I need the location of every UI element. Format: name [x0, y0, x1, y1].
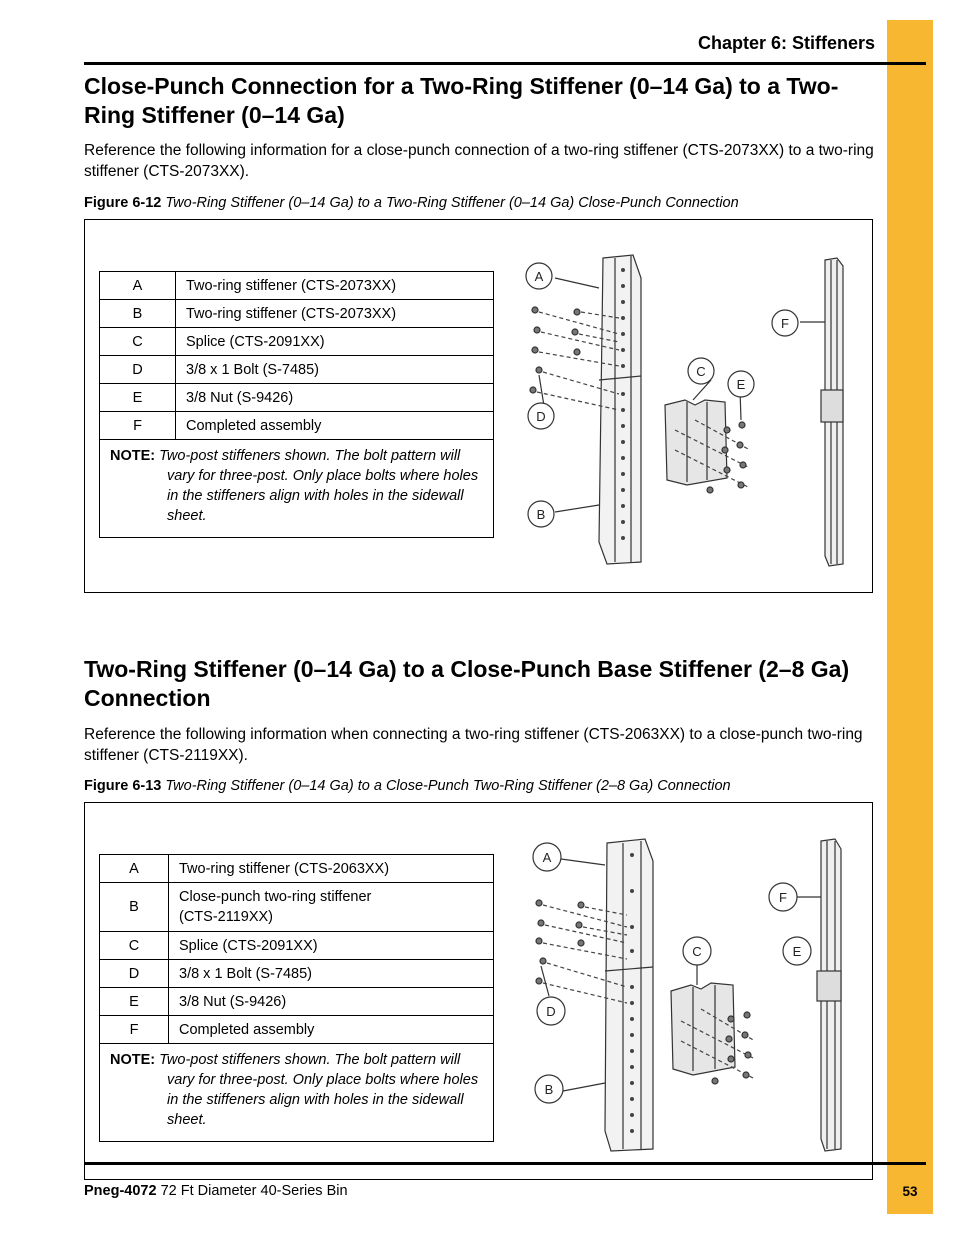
legend-desc: Splice (CTS-2091XX) [169, 932, 494, 960]
footer-doc-title: 72 Ft Diameter 40-Series Bin [160, 1183, 348, 1199]
note-row [100, 1044, 494, 1142]
figure-caption-text: Two-Ring Stiffener (0–14 Ga) to a Close-Punch Two-Ring Stiffener (2–8 Ga) Connection [165, 778, 731, 794]
legend-key: B [100, 300, 176, 328]
callout-label: A [542, 850, 552, 865]
callout-label: C [696, 364, 706, 379]
legend-desc: Two-ring stiffener (CTS-2073XX) [176, 272, 494, 300]
legend-desc: 3/8 Nut (S-9426) [176, 384, 494, 412]
figure-label: Figure 6-13 [84, 778, 162, 794]
stiffener-assembly-illustration [525, 831, 855, 1161]
note-cell [100, 1044, 494, 1142]
table-row [100, 960, 494, 988]
stiffener-assembly-illustration [515, 250, 855, 570]
legend-key: B [100, 883, 169, 932]
legend-key: F [100, 1016, 169, 1044]
legend-desc: 3/8 Nut (S-9426) [169, 988, 494, 1016]
section1-intro: Reference the following information for a close-punch connection of a two-ring stiffener (CTS-2073XX) to a two-ring stiffener (CTS-2073XX). [84, 142, 874, 180]
note-text-line1: Two-post stiffeners shown. The bolt pattern will [159, 1052, 461, 1068]
legend-key: F [100, 412, 176, 440]
table-row [100, 356, 494, 384]
callout-label: E [736, 377, 746, 392]
legend-key: A [100, 272, 176, 300]
note-cell [100, 440, 494, 538]
legend-desc: 3/8 x 1 Bolt (S-7485) [169, 960, 494, 988]
callout-label: D [546, 1004, 556, 1019]
note-text-rest: vary for three-post. Only place bolts where holes in the stiffeners align with holes in the sidewall sheet. [167, 1072, 479, 1128]
footer-doc-info [84, 1183, 348, 1199]
figure-caption-text: Two-Ring Stiffener (0–14 Ga) to a Two-Ring Stiffener (0–14 Ga) Close-Punch Connection [165, 195, 739, 211]
legend-desc: Completed assembly [169, 1016, 494, 1044]
callout-label: C [692, 944, 702, 959]
figure-6-13-caption [84, 777, 884, 795]
callout-label: B [544, 1082, 554, 1097]
chapter-side-bar [887, 20, 933, 1214]
table-row [100, 1016, 494, 1044]
legend-desc: Close-punch two-ring stiffener (CTS-2119XX) [169, 883, 494, 932]
legend-key: D [100, 356, 176, 384]
table-row [100, 328, 494, 356]
callout-label: E [792, 944, 802, 959]
table-row [100, 883, 494, 932]
note-text-rest: vary for three-post. Only place bolts where holes in the stiffeners align with holes in the sidewall sheet. [167, 468, 479, 524]
note-row [100, 440, 494, 538]
section1-title: Close-Punch Connection for a Two-Ring Stiffener (0–14 Ga) to a Two-Ring Stiffener (0–14 Ga) [84, 73, 839, 128]
callout-label: B [536, 507, 546, 522]
legend-key: D [100, 960, 169, 988]
chapter-title: Chapter 6: Stiffeners [697, 33, 875, 53]
footer-rule [84, 1162, 926, 1165]
callout-label: F [781, 316, 789, 331]
legend-desc: Two-ring stiffener (CTS-2063XX) [169, 855, 494, 883]
section2-title: Two-Ring Stiffener (0–14 Ga) to a Close-Punch Base Stiffener (2–8 Ga) Connection [84, 656, 850, 711]
legend-key: E [100, 988, 169, 1016]
legend-table [99, 271, 494, 538]
note-label: NOTE: [110, 1052, 156, 1068]
figure-6-13-box [84, 802, 873, 1180]
legend-key: C [100, 932, 169, 960]
table-row [100, 412, 494, 440]
figure-label: Figure 6-12 [84, 195, 162, 211]
note-text-line1: Two-post stiffeners shown. The bolt pattern will [159, 448, 461, 464]
legend-key: C [100, 328, 176, 356]
table-row [100, 300, 494, 328]
footer-doc-number: Pneg-4072 [84, 1183, 157, 1199]
callout-label: A [534, 269, 544, 284]
legend-desc: 3/8 x 1 Bolt (S-7485) [176, 356, 494, 384]
legend-desc: Two-ring stiffener (CTS-2073XX) [176, 300, 494, 328]
page-number: 53 [902, 1184, 918, 1199]
header-rule [84, 62, 926, 65]
callout-label: F [779, 890, 787, 905]
table-row [100, 932, 494, 960]
figure-6-12-caption [84, 194, 884, 212]
legend-desc: Splice (CTS-2091XX) [176, 328, 494, 356]
legend-desc: Completed assembly [176, 412, 494, 440]
legend-table [99, 854, 494, 1142]
callout-label: D [536, 409, 546, 424]
table-row [100, 988, 494, 1016]
table-row [100, 272, 494, 300]
table-row [100, 384, 494, 412]
section2-intro: Reference the following information when connecting a two-ring stiffener (CTS-2063XX) to a close-punch two-ring stiffener (CTS-2119XX). [84, 726, 863, 764]
table-row [100, 855, 494, 883]
note-label: NOTE: [110, 448, 156, 464]
figure-6-12-box [84, 219, 873, 593]
legend-key: E [100, 384, 176, 412]
legend-key: A [100, 855, 169, 883]
